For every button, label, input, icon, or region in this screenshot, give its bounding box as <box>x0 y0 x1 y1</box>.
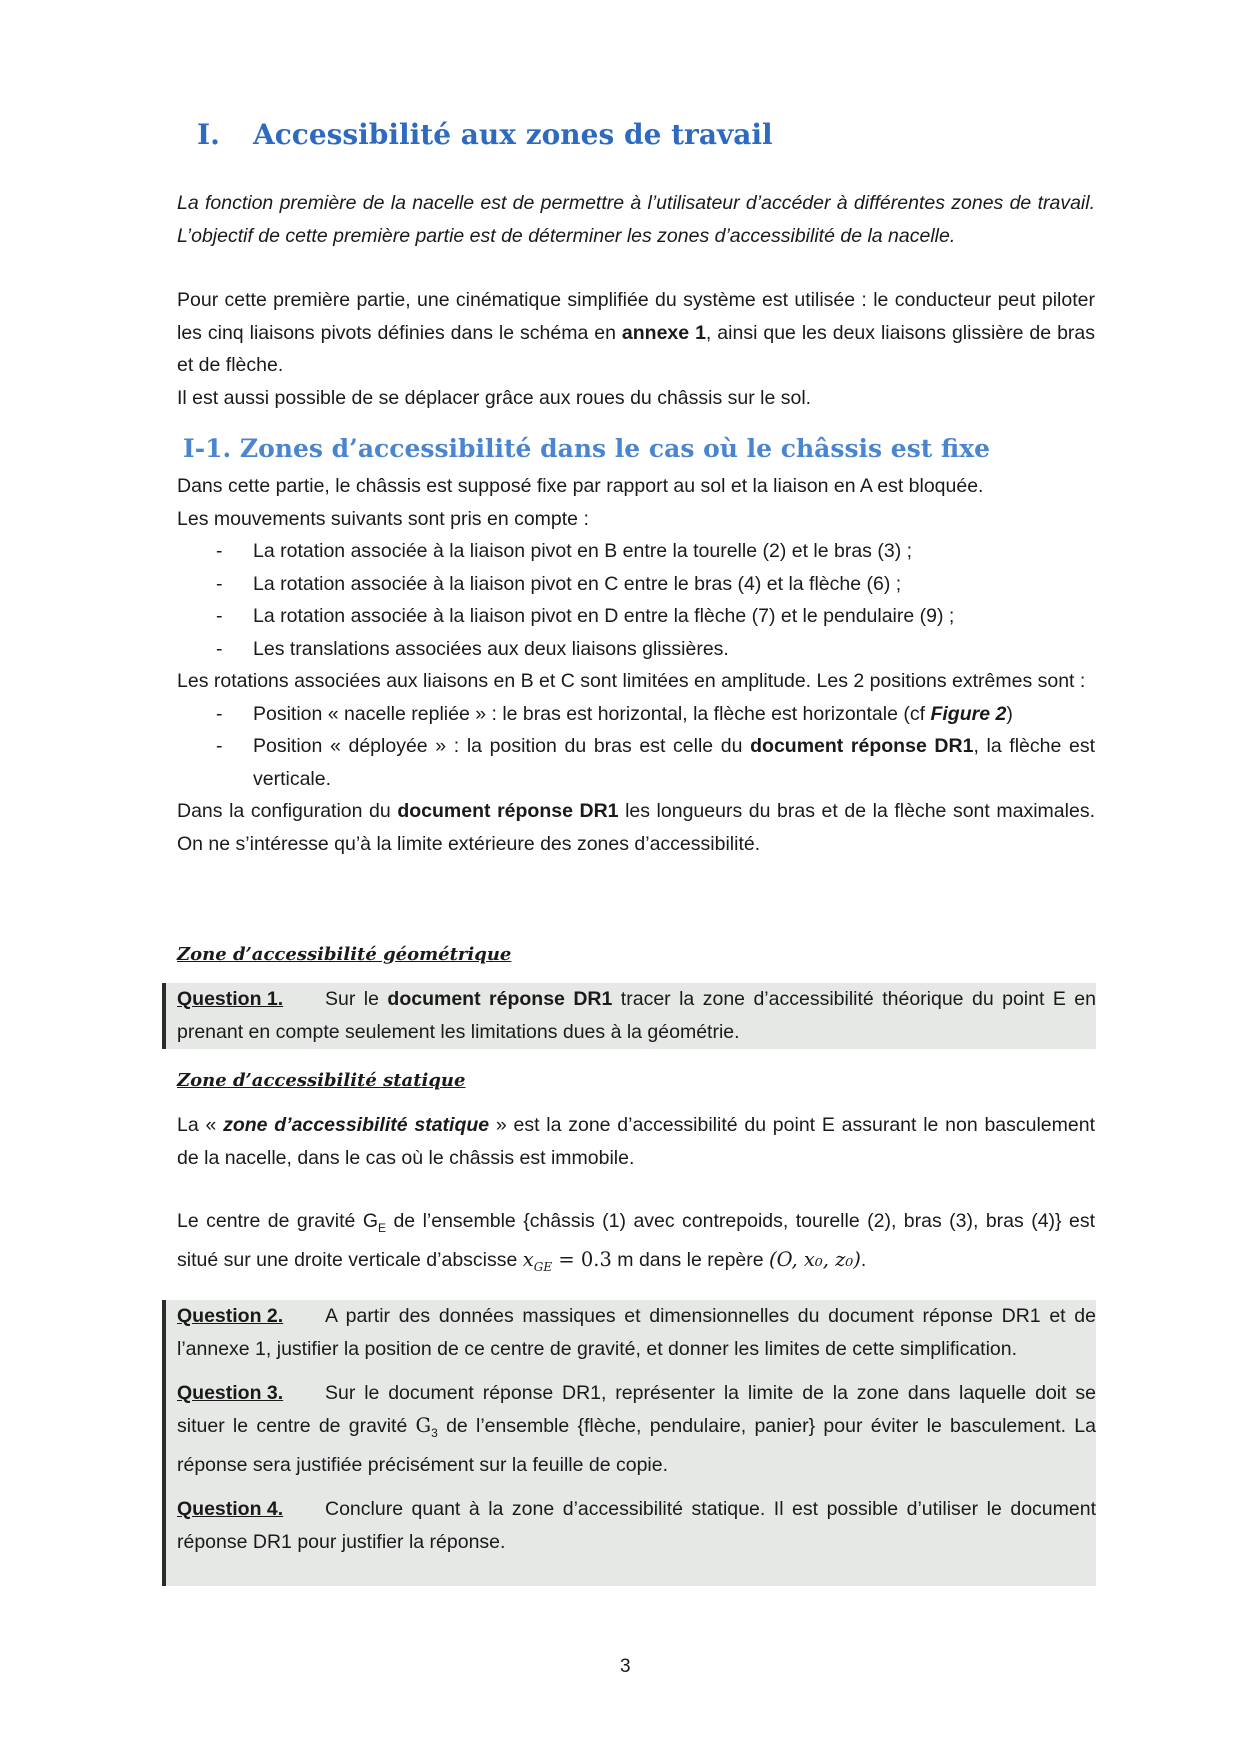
movements-list <box>177 535 1095 665</box>
question-3-label: Question 3. <box>177 1382 284 1404</box>
intro-paragraph-2: Il est aussi possible de se déplacer grâce aux roues du châssis sur le sol. <box>177 386 812 409</box>
question-1-text: Question 1. Sur le document réponse DR1 tracer la zone d’accessibilité théorique du point E en prenant en compte seulement les limitations dues à la géométrie. <box>177 983 1096 1048</box>
s1-paragraph-4: Dans la configuration du document réponse DR1 les longueurs du bras et de la flèche sont maximales. On ne s’intéresse qu’à la limite extérieure des zones d’accessibilité. <box>177 800 1095 855</box>
list-item: - La rotation associée à la liaison pivot en C entre le bras (4) et la flèche (6) ; <box>177 568 1095 601</box>
list-item: - Les translations associées aux deux liaisons glissières. <box>177 633 1095 666</box>
list-item: - La rotation associée à la liaison pivot en B entre la tourelle (2) et le bras (3) ; <box>177 535 1095 568</box>
statique-paragraph-2: Le centre de gravité $G_E$ de l’ensemble {châssis (1) avec contrepoids, tourelle (2), bras (3), bras (4)} est situé sur une droite verticale d’abscisse $x_{GE} = 0.3$ m dans le repère (O, x₀, z₀). <box>177 1210 1095 1275</box>
statique-paragraph-1: La « zone d’accessibilité statique » est la zone d’accessibilité du point E assurant le non basculement de la nacelle, dans le cas où le châssis est immobile. <box>177 1114 1096 1169</box>
xge-formula: $x_{GE} = 0.3$ <box>522 1248 612 1275</box>
question-2-label: Question 2. <box>177 1305 284 1327</box>
intro-italic-paragraph: La fonction première de la nacelle est de permettre à l’utilisateur d’accéder à différentes zones de travail. L’objectif de cette première partie est de déterminer les zones d’accessibilité de la nacelle. <box>177 192 1095 247</box>
subsection-heading: I-1. Zones d’accessibilité dans le cas où le châssis est fixe <box>183 434 991 463</box>
subsection-body <box>177 470 1095 860</box>
zone-geometrique-title: Zone d’accessibilité géométrique <box>177 944 512 965</box>
positions-list <box>177 698 1095 796</box>
zone-statique-title: Zone d’accessibilité statique <box>177 1070 466 1091</box>
figure-2-ref: Figure 2 <box>930 702 1007 725</box>
question-1-label: Question 1. <box>177 988 284 1010</box>
list-item: - Position « déployée » : la position du bras est celle du document réponse DR1, la flèche est verticale. <box>177 730 1095 795</box>
s1-paragraph-3: Les rotations associées aux liaisons en B et C sont limitées en amplitude. Les 2 positions extrêmes sont : <box>177 670 1086 692</box>
question-4-text: Question 4. Conclure quant à la zone d’accessibilité statique. Il est possible d’utiliser le document réponse DR1 pour justifier la réponse. <box>177 1493 1096 1558</box>
page-number: 3 <box>620 1656 631 1677</box>
intro-block <box>177 284 1095 414</box>
annexe-1-ref: annexe 1 <box>621 321 706 344</box>
reference-frame: (O, x₀, z₀) <box>769 1248 861 1272</box>
question-2-text: Question 2. A partir des données massiques et dimensionnelles du document réponse DR1 et de l’annexe 1, justifier la position de ce centre de gravité, et donner les limites de cette simplification. <box>177 1300 1096 1365</box>
s1-paragraph-2: Les mouvements suivants sont pris en compte : <box>177 507 589 530</box>
section-heading <box>197 118 773 151</box>
section-title: Accessibilité aux zones de travail <box>253 118 773 151</box>
intro-paragraph-1: Pour cette première partie, une cinématique simplifiée du système est utilisée : le conducteur peut piloter les cinq liaisons pivots définies dans le schéma en annexe 1, ainsi que les deux liaisons glissière de bras et de flèche. <box>177 289 1096 376</box>
intro-italic-block <box>177 187 1095 252</box>
section-number: I. <box>197 118 220 151</box>
question-1-box <box>162 983 1096 1049</box>
question-4-label: Question 4. <box>177 1498 284 1521</box>
s1-paragraph-1: Dans cette partie, le châssis est supposé fixe par rapport au sol et la liaison en A est bloquée. <box>177 475 984 497</box>
dr1-ref: document réponse DR1 <box>750 735 974 757</box>
question-3-text: Question 3. Sur le document réponse DR1, représenter la limite de la zone dans laquelle doit se situer le centre de gravité $G_3$ de l’ensemble {flèche, pendulaire, panier} pour éviter le basculement. La réponse sera justifiée précisément sur la feuille de copie. <box>177 1377 1096 1481</box>
questions-2-4-box <box>162 1300 1096 1586</box>
list-item: - Position « nacelle repliée » : le bras est horizontal, la flèche est horizontale (cf Figure 2) <box>177 698 1095 731</box>
dr1-ref: document réponse DR1 <box>397 800 619 822</box>
statique-paragraph-2-block <box>177 1205 1095 1284</box>
list-item: - La rotation associée à la liaison pivot en D entre la flèche (7) et le pendulaire (9) ; <box>177 600 1095 633</box>
statique-paragraph-1-block <box>177 1109 1095 1174</box>
